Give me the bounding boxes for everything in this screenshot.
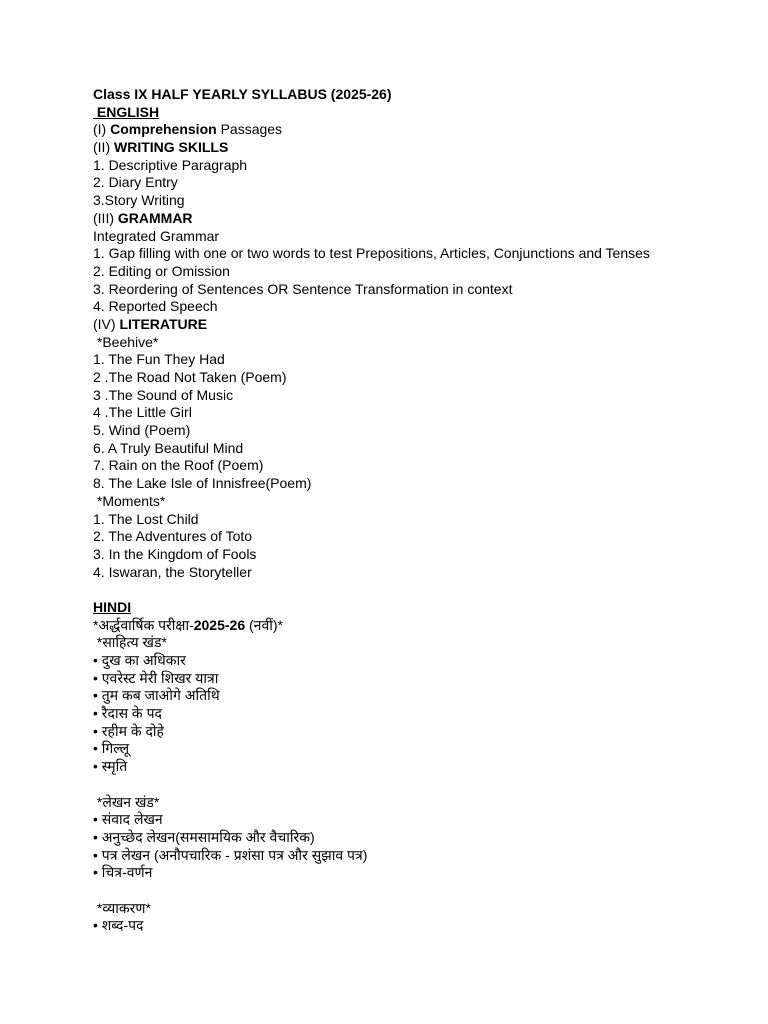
list-item: 2 .The Road Not Taken (Poem) xyxy=(93,369,287,385)
list-item: 2. Diary Entry xyxy=(93,174,178,191)
exam-prefix: *अर्द्धवार्षिक परीक्षा- xyxy=(93,616,194,633)
literature-line xyxy=(93,316,753,334)
section-number: (I) xyxy=(93,121,111,138)
list-item: • चित्र-वर्णन xyxy=(93,864,153,881)
list-item: • स्मृति xyxy=(93,758,128,775)
list-item: 4. Reported Speech xyxy=(93,298,218,315)
list-item: 1. The Lost Child xyxy=(93,510,199,527)
lekhan-label: *लेखन खंड* xyxy=(93,793,160,810)
list-item: 1. The Fun They Had xyxy=(93,351,225,368)
hindi-heading: HINDI xyxy=(93,598,132,615)
list-item: 7. Rain on the Roof (Poem) xyxy=(93,457,264,474)
section-number: (III) xyxy=(93,209,118,226)
document-title: Class IX HALF YEARLY SYLLABUS (2025-26) xyxy=(93,86,392,102)
list-item: • एवरेस्ट मेरी शिखर यात्रा xyxy=(93,669,219,686)
section-title: Comprehension xyxy=(110,121,217,138)
list-item: 4 .The Little Girl xyxy=(93,404,192,421)
beehive-label: *Beehive* xyxy=(93,333,159,350)
grammar-intro: Integrated Grammar xyxy=(93,227,220,244)
section-title-rest: Passages xyxy=(216,121,283,138)
list-item: • अनुच्छेद लेखन(समसामयिक और वैचारिक) xyxy=(93,828,315,845)
grammar-line xyxy=(93,210,753,228)
spacer xyxy=(93,882,753,900)
spacer xyxy=(93,776,753,794)
list-item: • रहीम के दोहे xyxy=(93,722,164,739)
list-item: • तुम कब जाओगे अतिथि xyxy=(93,687,220,704)
list-item: 4. Iswaran, the Storyteller xyxy=(93,563,252,580)
list-item: 3 .The Sound of Music xyxy=(93,386,234,403)
section-title: GRAMMAR xyxy=(117,209,193,226)
list-item: 1. Descriptive Paragraph xyxy=(93,156,248,173)
list-item: • पत्र लेखन (अनौपचारिक - प्रशंसा पत्र और सुझाव पत्र) xyxy=(93,846,368,863)
list-item: • दुख का अधिकार xyxy=(93,652,186,668)
spacer xyxy=(93,581,753,599)
hindi-exam-line xyxy=(93,617,753,635)
section-number: (II) xyxy=(93,139,114,156)
list-item: • शब्द-पद xyxy=(93,917,144,934)
section-title: WRITING SKILLS xyxy=(114,139,229,156)
list-item: 5. Wind (Poem) xyxy=(93,422,191,439)
list-item: • रैदास के पद xyxy=(93,705,162,722)
list-item: 3. In the Kingdom of Fools xyxy=(93,545,257,562)
section-number: (IV) xyxy=(93,315,120,332)
list-item: • गिल्लू xyxy=(93,740,130,757)
exam-year: 2025-26 xyxy=(193,616,246,633)
section-title: LITERATURE xyxy=(119,315,208,332)
list-item: 3. Reordering of Sentences OR Sentence Transformation in context xyxy=(93,280,513,297)
list-item: • संवाद लेखन xyxy=(93,811,163,828)
sahitya-label: *साहित्य खंड* xyxy=(93,634,167,651)
moments-label: *Moments* xyxy=(93,492,166,509)
vyakaran-label: *व्याकरण* xyxy=(93,899,151,916)
english-heading: ENGLISH xyxy=(93,103,160,120)
list-item: 2. Editing or Omission xyxy=(93,262,230,279)
list-item: 2. The Adventures of Toto xyxy=(93,528,253,545)
list-item: 1. Gap filling with one or two words to test Prepositions, Articles, Conjunctions and Tenses xyxy=(93,245,650,262)
list-item: 3.Story Writing xyxy=(93,192,185,209)
comprehension-line xyxy=(93,121,753,139)
exam-suffix: (नवीं)* xyxy=(245,616,283,633)
list-item: 8. The Lake Isle of Innisfree(Poem) xyxy=(93,475,312,492)
list-item: 6. A Truly Beautiful Mind xyxy=(93,439,244,456)
syllabus-content xyxy=(93,86,753,935)
writing-skills-line xyxy=(93,139,753,157)
